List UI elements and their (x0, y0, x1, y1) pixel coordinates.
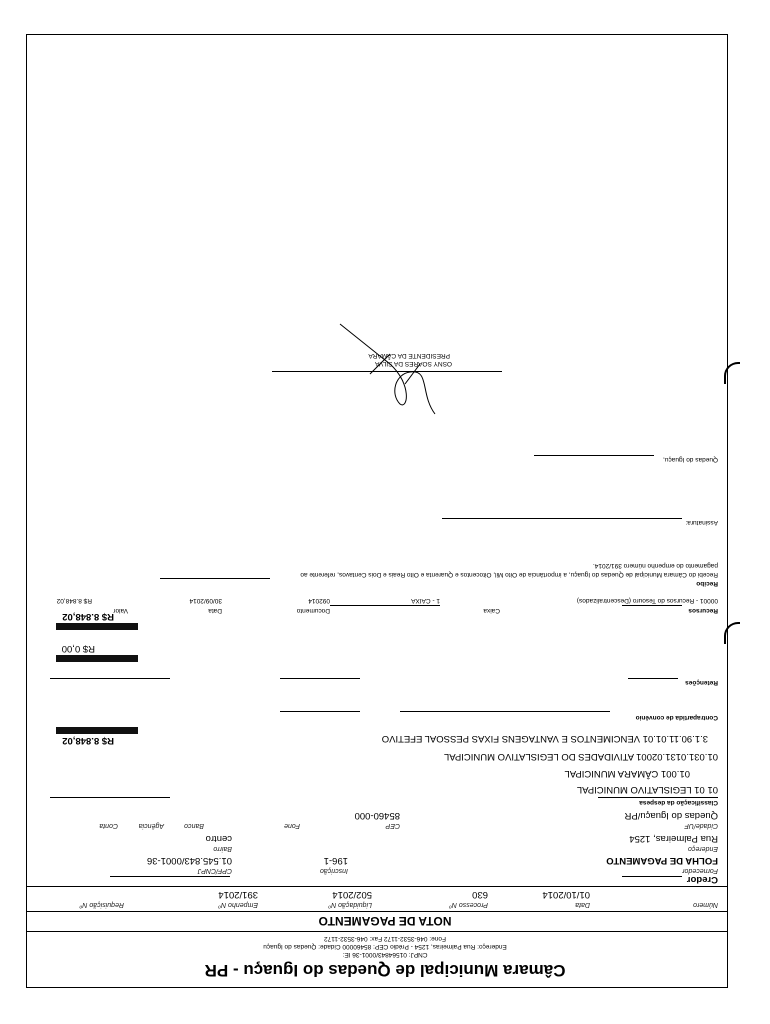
contrapartida-rule-2 (280, 711, 360, 712)
redaction-2 (56, 655, 138, 662)
signatory-name: OSNY SOARES DA SILVA (375, 360, 452, 367)
recursos-caixa: 1 - CAIXA (411, 597, 440, 604)
header-cnpj: CNPJ: 01564843/0001-36 IE: (342, 951, 428, 958)
header-address: Endereço: Rua Palmeiras, 1254 - Prédio CEP: 85460000 Cidade: Quedas do Iguaçu (263, 943, 507, 950)
processo-value: 630 (472, 889, 488, 900)
recursos-data-label: Data (208, 607, 222, 614)
local-data: Quedas do Iguaçu, (663, 456, 718, 463)
retencoes-label: Retenções (685, 679, 718, 686)
credor-rule-right (110, 876, 230, 877)
header-divider (26, 931, 728, 932)
retencoes-valor-1: R$ 0,00 (61, 643, 95, 654)
agencia-label: Agência (138, 822, 164, 829)
credor-name: FOLHA DE PAGAMENTO (606, 855, 718, 866)
recursos-data: 30/09/2014 (189, 597, 222, 604)
recibo-text-1: Recebi do Câmara Municipal de Quedas do Iguaçu, a importância de Oito Mil, Oitocentos e Quarenta e Oito Reais e Dois Centavos, referente ao (300, 571, 718, 578)
cpf-label: CPF/CNPJ (197, 867, 232, 874)
retencoes-rule-2 (280, 678, 360, 679)
banco-label: Banco (184, 822, 204, 829)
recursos-label: Recursos (688, 607, 718, 614)
bairro-value: centro (205, 833, 232, 844)
empenho-label: Empenho Nº (218, 901, 258, 908)
redaction-3 (56, 623, 138, 630)
inscricao-value: 196-1 (323, 855, 348, 866)
doc-title: NOTA DE PAGAMENTO (318, 914, 452, 928)
classificacao-line-1: 01 01 LEGISLATIVO MUNICIPAL (576, 784, 718, 795)
signatory-role: PRESIDENTE DA CÂMARA (368, 352, 450, 359)
recibo-text-2: pagamento do empenho número 391/2014. (592, 562, 718, 569)
cpf-value: 01.545.843/0001-36 (146, 855, 232, 866)
header-title: Câmara Municipal de Quedas do Iguaçu - PR (204, 961, 566, 980)
cidade-label: Cidade/UF (684, 822, 718, 829)
recursos-rule (622, 605, 682, 606)
recibo-label: Recibo (696, 580, 718, 587)
contrapartida-label: Contrapartida de convênio (635, 714, 718, 721)
classificacao-rule (598, 797, 718, 798)
classificacao-rule-right (50, 797, 170, 798)
header-phone: Fone: 046-3532-1172 Fax: 046-3532-1172 (324, 935, 446, 942)
ids-divider (26, 886, 728, 887)
retencoes-valor-2: R$ 8.848,02 (62, 611, 114, 622)
page-border (26, 34, 728, 988)
classificacao-line-3: 01.031.0131.02001 ATIVIDADES DO LEGISLATIVO MUNICIPAL (443, 751, 718, 762)
local-data-line (534, 455, 654, 456)
classificacao-valor: R$ 8.848,02 (62, 735, 114, 746)
credor-label: Credor (686, 874, 718, 885)
redaction-1 (56, 727, 138, 734)
assinatura-label: Assinatura: (685, 519, 718, 526)
conta-label: Conta (99, 822, 118, 829)
classificacao-line-2: 01.001 CÂMARA MUNICIPAL (564, 768, 690, 779)
credor-rule (622, 876, 682, 877)
classificacao-line-4: 3.1.90.11.01.01 VENCIMENTOS E VANTAGENS FIXAS PESSOAL EFETIVO (381, 733, 708, 744)
contrapartida-rule (400, 711, 610, 712)
fornecedor-label: Fornecedor (682, 867, 718, 874)
caixa-rule (330, 605, 440, 606)
retencoes-rule-3 (50, 678, 170, 679)
cep-value: 85460-000 (354, 810, 400, 821)
recursos-fonte: 00001 - Recursos do Tesouro (Descentralizados) (576, 597, 718, 604)
cidade-value: Quedas do Iguaçu/PR (624, 810, 718, 821)
title-divider (26, 911, 728, 912)
numero-label: Número (693, 901, 718, 908)
recursos-valor-label: Valor (113, 607, 128, 614)
recursos-valor: R$ 8.848,02 (56, 597, 92, 604)
inscricao-label: Inscrição (319, 867, 348, 874)
bairro-label: Bairro (213, 845, 232, 852)
recibo-rule (160, 578, 270, 579)
data-value: 01/10/2014 (542, 889, 590, 900)
retencoes-rule (628, 678, 678, 679)
assinatura-line (442, 518, 682, 519)
endereco-label: Endereço (688, 845, 718, 852)
empenho-value: 391/2014 (218, 889, 258, 900)
data-label: Data (575, 901, 590, 908)
fone-label: Fone (284, 822, 300, 829)
endereco-value: Rua Palmeiras, 1254 (629, 833, 718, 844)
documento-label: Documento (296, 607, 330, 614)
liquidacao-value: 502/2014 (332, 889, 372, 900)
classificacao-label: Classificação da despesa (639, 799, 718, 806)
processo-label: Processo Nº (449, 901, 488, 908)
cep-label: CEP (385, 822, 400, 829)
recursos-documento: 092014 (308, 597, 330, 604)
liquidacao-label: Liquidação Nº (328, 901, 372, 908)
requisicao-label: Requisição Nº (79, 901, 124, 908)
caixa-label: Caixa (483, 607, 500, 614)
